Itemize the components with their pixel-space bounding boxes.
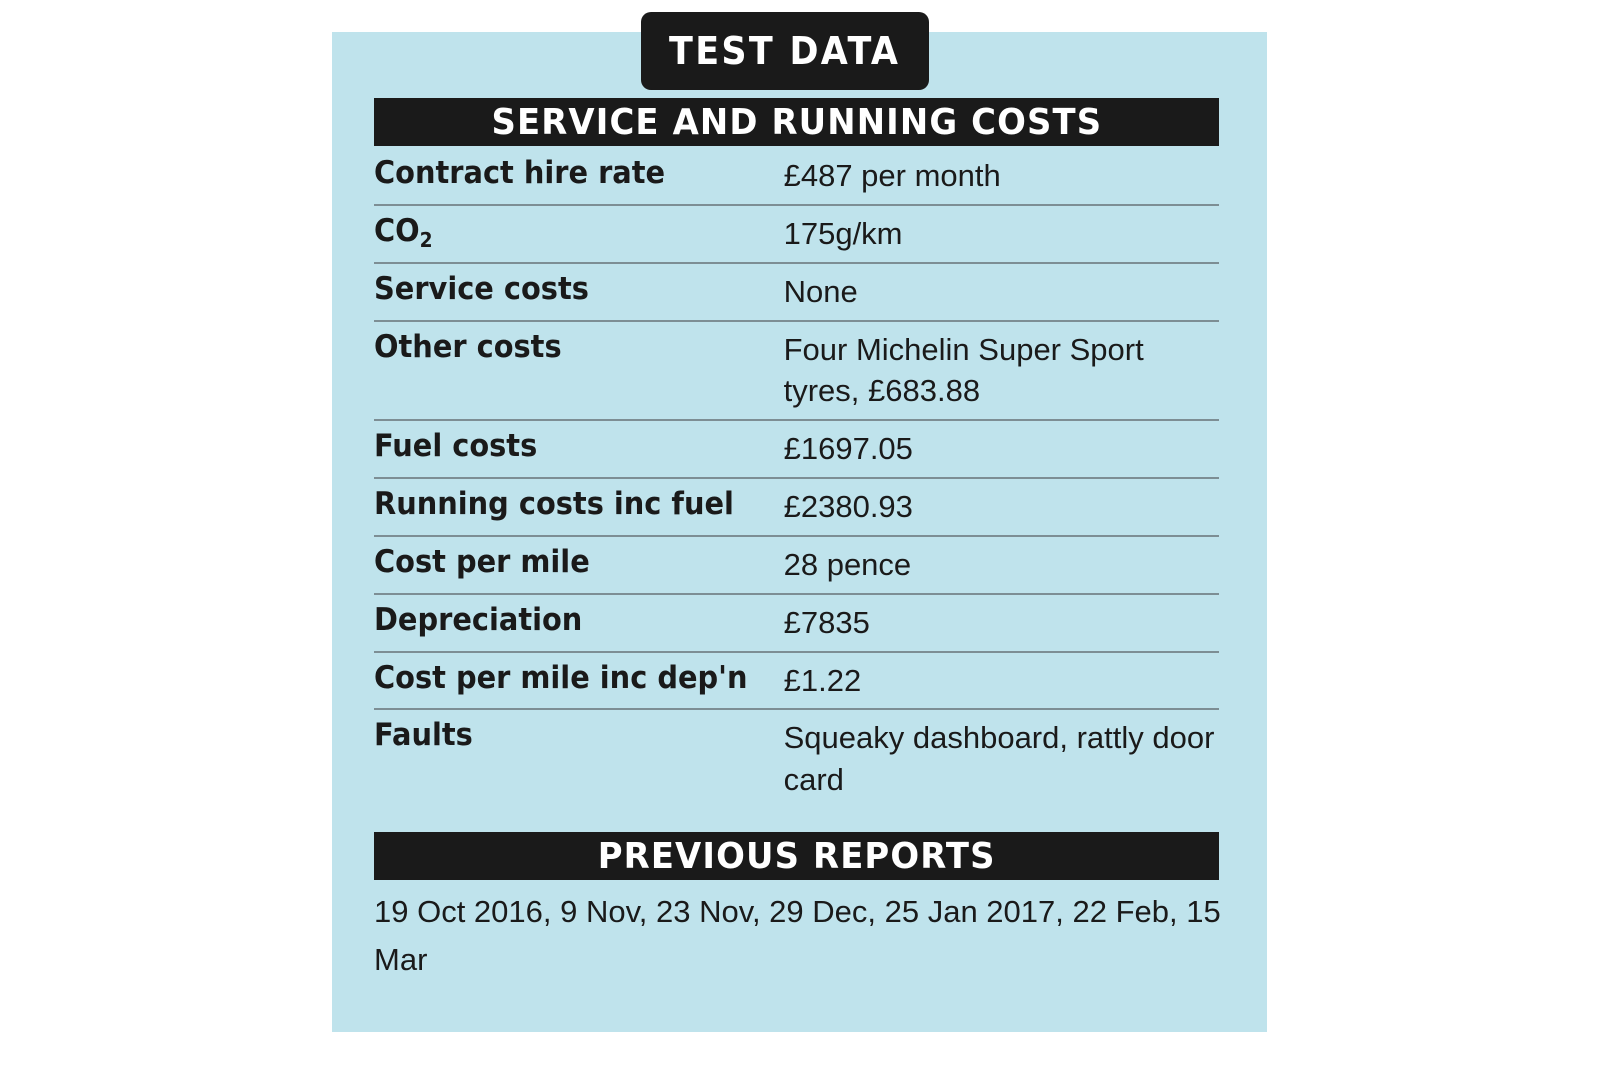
row-label-cell [374,594,784,652]
row-value: 175g/km [783,215,903,251]
row-label-cell [374,420,784,478]
row-value-cell [784,321,1219,421]
row-value: £7835 [783,604,870,640]
row-label-cell [374,478,784,536]
row-label-cell [374,263,784,321]
table-row [374,321,1219,421]
row-value-cell [784,594,1219,652]
row-value: £2380.93 [783,489,913,525]
row-label: Depreciation [374,601,583,638]
table-row [374,205,1219,263]
service-and-running-costs-table [374,148,1219,808]
section-header-service-label: SERVICE AND RUNNING COSTS [491,101,1102,143]
row-label-cell [374,148,784,205]
row-label: Contract hire rate [374,155,666,191]
row-label-cell [374,205,784,263]
table-row [374,536,1219,594]
section-header-service-and-running-costs [374,98,1219,146]
row-label: Faults [374,717,473,754]
table-row [374,652,1219,710]
row-value-cell [784,536,1219,594]
previous-reports-text: 19 Oct 2016, 9 Nov, 23 Nov, 29 Dec, 25 Jan 2017, 22 Feb, 15 Mar [374,894,1221,978]
row-value-cell [784,148,1219,205]
row-value: £1.22 [783,662,862,698]
section-header-previous-label: PREVIOUS REPORTS [597,835,996,877]
row-label-cell [374,536,784,594]
row-label: Cost per mile inc dep'n [374,659,748,696]
row-value-cell [784,652,1219,710]
table-row [374,594,1219,652]
row-value: None [783,273,858,309]
row-label: Running costs inc fuel [374,486,734,523]
row-value: 28 pence [783,546,912,582]
table-row [374,420,1219,478]
row-label-co2: $CO_2$ [374,212,433,252]
row-value-cell [784,205,1219,263]
table-row [374,478,1219,536]
row-value: £1697.05 [783,431,913,467]
row-value-cell [784,478,1219,536]
row-value-cell [784,709,1219,808]
row-label: Service costs [374,270,589,307]
row-label: Fuel costs [374,428,538,465]
row-value-cell [784,420,1219,478]
table-row [374,263,1219,321]
row-value: Four Michelin Super Sport tyres, £683.88 [783,331,1144,409]
row-value: Squeaky dashboard, rattly door card [783,720,1215,798]
row-label: Other costs [374,328,562,365]
row-label-cell [374,709,784,808]
row-label-cell [374,652,784,710]
row-label-cell [374,321,784,421]
test-data-tab [641,12,929,90]
row-label: Cost per mile [374,543,590,580]
table-row [374,148,1219,205]
table-row [374,709,1219,808]
test-data-tab-label: TEST DATA [669,29,901,73]
row-value: £487 per month [783,158,1001,193]
row-value-cell [784,263,1219,321]
section-header-previous-reports [374,832,1219,880]
